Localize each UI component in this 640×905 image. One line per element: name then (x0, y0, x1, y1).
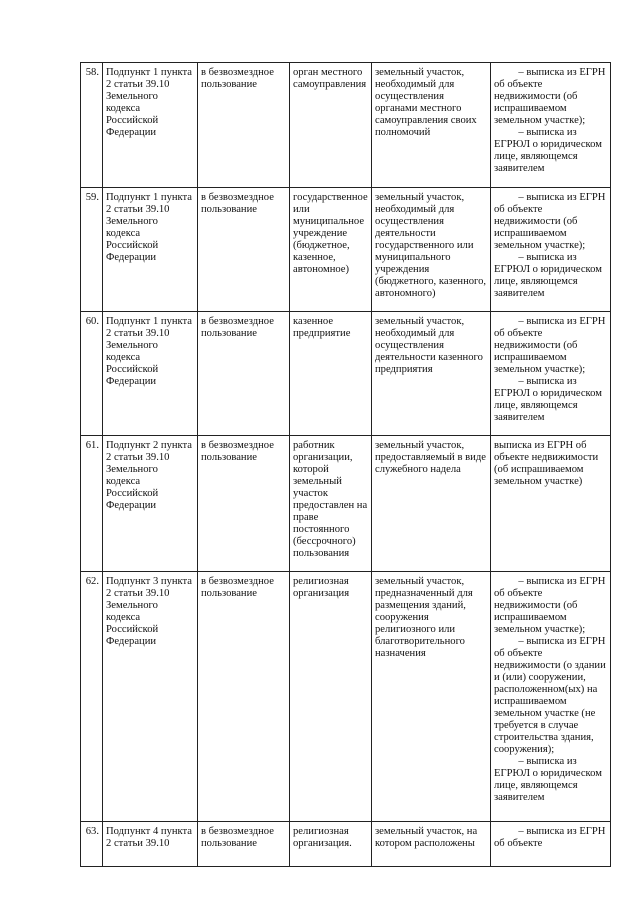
right-type-cell: в безвозмездное пользование (198, 572, 290, 822)
row-number: 58. (81, 63, 103, 188)
land-plot-cell: земельный участок, необходимый для осуществления деятельности государственного или муниципального учреждения (бюджетного, казенного, автономного) (372, 188, 491, 312)
row-number: 63. (81, 822, 103, 867)
document-item: – выписка из ЕГРН об объекте недвижимости (об испрашиваемом земельном участке); (494, 192, 606, 251)
table-row (81, 312, 611, 436)
table-row (81, 572, 611, 822)
applicant-cell: государственное или муниципальное учреждение (бюджетное, казенное, автономное) (290, 188, 372, 312)
table-body (81, 63, 611, 867)
right-type-cell: в безвозмездное пользование (198, 436, 290, 572)
table-row (81, 63, 611, 188)
table-row (81, 188, 611, 312)
land-plot-cell: земельный участок, необходимый для осуществления органами местного самоуправления своих полномочий (372, 63, 491, 188)
services-table (80, 62, 611, 867)
row-number: 61. (81, 436, 103, 572)
document-item: – выписка из ЕГРЮЛ о юридическом лице, являющемся заявителем (494, 756, 602, 803)
legal-basis-cell: Подпункт 2 пункта 2 статьи 39.10 Земельного кодекса Российской Федерации (103, 436, 198, 572)
right-type-cell: в безвозмездное пользование (198, 312, 290, 436)
applicant-cell: религиозная организация (290, 572, 372, 822)
document-item: – выписка из ЕГРЮЛ о юридическом лице, являющемся заявителем (494, 252, 602, 299)
document-item: – выписка из ЕГРН об объекте недвижимости (о здании и (или) сооружении, расположенном(ых) на испрашиваемом земельном участке (не требуется в случае строительства здания, сооружения); (494, 636, 606, 755)
table-row (81, 436, 611, 572)
land-plot-cell: земельный участок, предоставляемый в виде служебного надела (372, 436, 491, 572)
right-type-cell: в безвозмездное пользование (198, 188, 290, 312)
applicant-cell: работник организации, которой земельный участок предоставлен на праве постоянного (бессрочного) пользования (290, 436, 372, 572)
legal-basis-cell: Подпункт 1 пункта 2 статьи 39.10 Земельного кодекса Российской Федерации (103, 63, 198, 188)
documents-cell (491, 312, 611, 436)
legal-basis-cell: Подпункт 3 пункта 2 статьи 39.10 Земельного кодекса Российской Федерации (103, 572, 198, 822)
row-number: 60. (81, 312, 103, 436)
applicant-cell: орган местного самоуправления (290, 63, 372, 188)
applicant-cell: казенное предприятие (290, 312, 372, 436)
table-row (81, 822, 611, 867)
row-number: 62. (81, 572, 103, 822)
document-item: – выписка из ЕГРН об объекте (494, 826, 606, 849)
row-number: 59. (81, 188, 103, 312)
document-item: – выписка из ЕГРЮЛ о юридическом лице, являющемся заявителем (494, 376, 602, 423)
documents-cell (491, 572, 611, 822)
land-plot-cell: земельный участок, на котором расположены (372, 822, 491, 867)
land-plot-cell: земельный участок, необходимый для осуществления деятельности казенного предприятия (372, 312, 491, 436)
document-item: – выписка из ЕГРН об объекте недвижимости (об испрашиваемом земельном участке); (494, 576, 606, 635)
document-item: выписка из ЕГРН об объекте недвижимости (об испрашиваемом земельном участке) (494, 440, 599, 487)
legal-basis-cell: Подпункт 4 пункта 2 статьи 39.10 (103, 822, 198, 867)
legal-basis-cell: Подпункт 1 пункта 2 статьи 39.10 Земельного кодекса Российской Федерации (103, 312, 198, 436)
right-type-cell: в безвозмездное пользование (198, 63, 290, 188)
document-item: – выписка из ЕГРЮЛ о юридическом лице, являющемся заявителем (494, 127, 602, 174)
documents-cell (491, 188, 611, 312)
legal-basis-cell: Подпункт 1 пункта 2 статьи 39.10 Земельного кодекса Российской Федерации (103, 188, 198, 312)
document-item: – выписка из ЕГРН об объекте недвижимости (об испрашиваемом земельном участке); (494, 316, 606, 375)
documents-cell (491, 822, 611, 867)
document-item: – выписка из ЕГРН об объекте недвижимости (об испрашиваемом земельном участке); (494, 67, 606, 126)
land-plot-cell: земельный участок, предназначенный для размещения зданий, сооружения религиозного или благотворительного назначения (372, 572, 491, 822)
right-type-cell: в безвозмездное пользование (198, 822, 290, 867)
documents-cell (491, 436, 611, 572)
applicant-cell: религиозная организация. (290, 822, 372, 867)
documents-cell (491, 63, 611, 188)
